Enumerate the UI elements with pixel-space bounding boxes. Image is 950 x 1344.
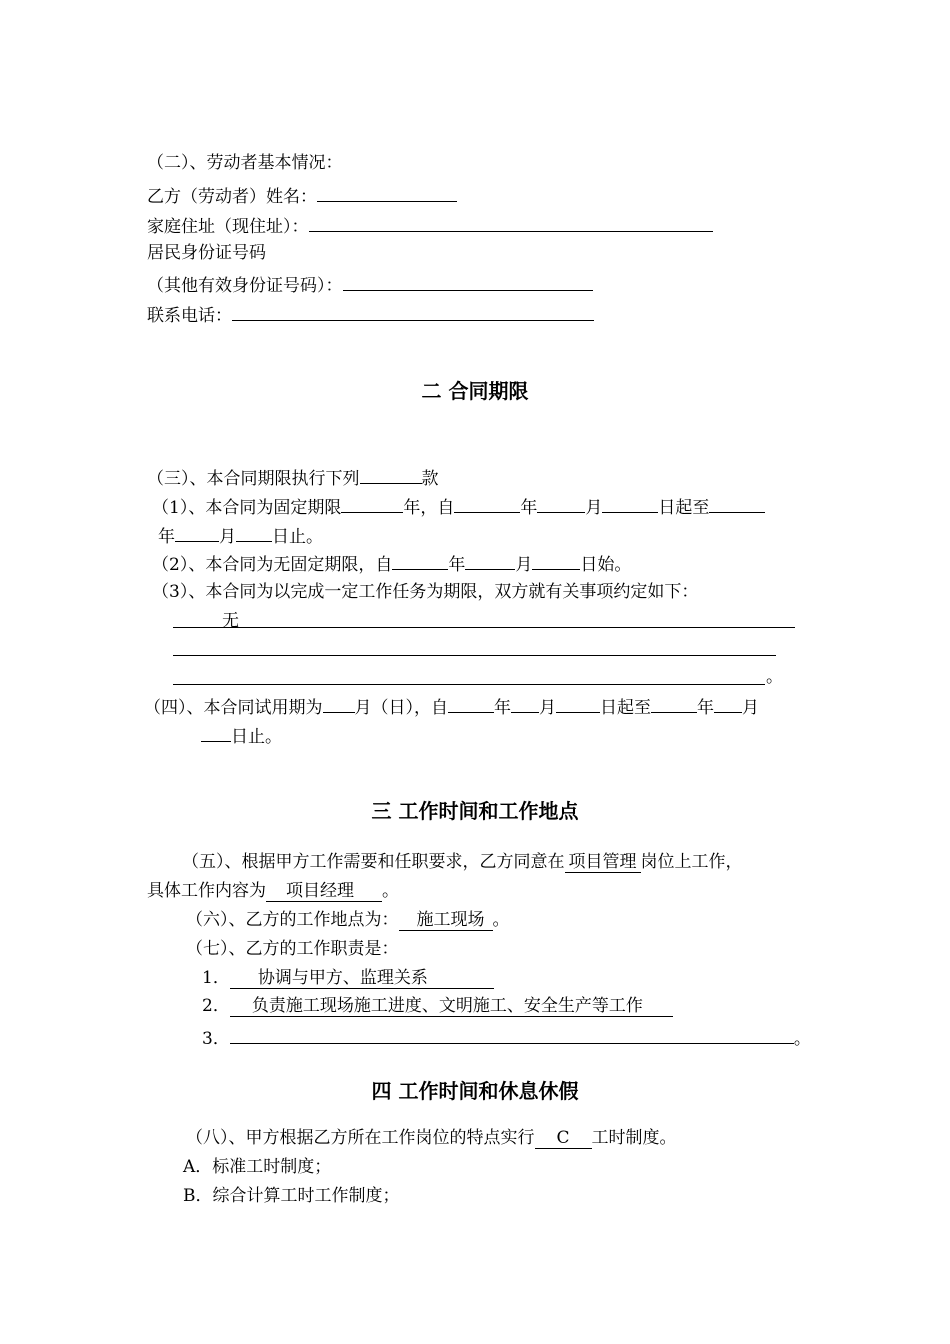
section-4-title: 四 工作时间和休息休假 — [371, 1079, 579, 1103]
probation-text-8: 日止。 — [231, 727, 282, 747]
duty-3-row — [202, 1024, 811, 1051]
option-a: A．标准工时制度； — [183, 1157, 332, 1177]
item-6-text-2: 。 — [492, 910, 510, 930]
system-fill[interactable]: C — [535, 1128, 592, 1149]
fixed-term-text-5: 日起至 — [658, 498, 710, 518]
probation-end-month-blank[interactable] — [714, 693, 742, 713]
fixed-term-text-3: 年 — [520, 498, 538, 518]
probation-start-day-blank[interactable] — [556, 693, 600, 713]
duty-3-blank[interactable] — [230, 1024, 794, 1044]
fixed-term-text-4: 月 — [585, 498, 603, 518]
fixed-end-month-blank[interactable] — [175, 522, 219, 542]
item-3-suffix: 款 — [421, 469, 439, 489]
probation-end-day-blank[interactable] — [201, 722, 231, 742]
open-term-text-1: （2）、本合同为无固定期限，自 — [152, 555, 393, 575]
open-term-text-2: 年 — [448, 555, 466, 575]
item-5-text-4: 。 — [382, 881, 399, 901]
section-2-title: 二 合同期限 — [421, 379, 529, 403]
fixed-end-year-blank[interactable] — [709, 493, 765, 513]
fixed-term-text-1: （1）、本合同为固定期限 — [152, 498, 342, 518]
name-label: 乙方（劳动者）姓名： — [147, 187, 317, 207]
item-8-text-2: 工时制度。 — [591, 1128, 677, 1148]
section-3-title: 三 工作时间和工作地点 — [371, 799, 579, 823]
id-row — [147, 271, 593, 298]
option-b: B．综合计算工时工作制度； — [183, 1186, 400, 1206]
item-6-text-1: （六）、乙方的工作地点为： — [186, 910, 399, 930]
duty-1-number: 1． — [202, 968, 230, 988]
position-fill[interactable]: 项目管理 — [565, 852, 641, 873]
task-line-1[interactable] — [173, 627, 795, 628]
address-blank[interactable] — [309, 212, 713, 232]
probation-text-1: （四）、本合同试用期为 — [144, 698, 323, 718]
item-5-text-2: 岗位上工作， — [640, 852, 743, 872]
task-period: 。 — [766, 667, 783, 687]
probation-start-month-blank[interactable] — [511, 693, 539, 713]
fixed-term-row — [152, 493, 765, 520]
task-fill-text: 无 — [222, 611, 239, 631]
item-5-row-2 — [147, 879, 399, 903]
fixed-start-month-blank[interactable] — [537, 493, 585, 513]
fixed-term-text-8: 日止。 — [272, 527, 323, 547]
duty-2-number: 2． — [202, 996, 230, 1016]
probation-text-2: 月（日），自 — [354, 698, 448, 718]
duty-3-period: 。 — [793, 1029, 811, 1049]
item-6-row — [186, 908, 510, 932]
open-day-blank[interactable] — [532, 550, 580, 570]
task-line-3[interactable] — [173, 684, 765, 685]
fixed-end-day-blank[interactable] — [236, 522, 272, 542]
name-row — [147, 182, 457, 209]
duty-2-fill[interactable]: 负责施工现场施工进度、文明施工、安全生产等工作 — [230, 996, 673, 1017]
probation-text-3: 年 — [494, 698, 511, 718]
probation-row — [144, 693, 759, 720]
basic-info-heading: （二）、劳动者基本情况： — [147, 153, 343, 173]
fixed-start-year-blank[interactable] — [454, 493, 520, 513]
task-term-text: （3）、本合同为以完成一定工作任务为期限，双方就有关事项约定如下： — [152, 582, 699, 602]
address-row — [147, 212, 713, 239]
probation-text-7: 月 — [742, 698, 759, 718]
name-blank[interactable] — [317, 182, 457, 202]
open-year-blank[interactable] — [392, 550, 448, 570]
location-fill[interactable]: 施工现场 — [399, 910, 493, 931]
item-3-blank[interactable] — [360, 464, 422, 484]
content-fill[interactable]: 项目经理 — [266, 881, 382, 902]
probation-months-blank[interactable] — [323, 693, 355, 713]
address-label: 家庭住址（现住址）： — [147, 217, 309, 237]
item-5-row — [182, 850, 743, 874]
fixed-term-row-2 — [158, 522, 323, 549]
phone-blank[interactable] — [232, 301, 594, 321]
item-5-text-1: （五）、根据甲方工作需要和任职要求，乙方同意在 — [182, 852, 565, 872]
open-term-text-3: 月 — [515, 555, 533, 575]
duty-1-row — [202, 966, 494, 990]
probation-start-year-blank[interactable] — [448, 693, 494, 713]
probation-text-4: 月 — [539, 698, 556, 718]
id-label-2: （其他有效身份证号码）： — [147, 276, 343, 296]
duty-3-number: 3． — [202, 1029, 230, 1049]
item-3-row — [147, 464, 439, 491]
open-term-text-4: 日始。 — [580, 555, 632, 575]
probation-row-2 — [201, 722, 282, 749]
open-month-blank[interactable] — [465, 550, 515, 570]
task-line-2[interactable] — [173, 655, 776, 656]
phone-row — [147, 301, 594, 328]
probation-text-5: 日起至 — [600, 698, 651, 718]
fixed-term-text-2: 年，自 — [403, 498, 455, 518]
probation-text-6: 年 — [697, 698, 714, 718]
duty-2-row — [202, 994, 673, 1018]
fixed-start-day-blank[interactable] — [602, 493, 658, 513]
probation-end-year-blank[interactable] — [651, 693, 697, 713]
duty-1-fill[interactable]: 协调与甲方、监理关系 — [230, 968, 494, 989]
item-8-text-1: （八）、甲方根据乙方所在工作岗位的特点实行 — [186, 1128, 535, 1148]
fixed-years-blank[interactable] — [341, 493, 403, 513]
id-blank[interactable] — [343, 271, 593, 291]
fixed-term-text-6: 年 — [158, 527, 175, 547]
item-8-row — [186, 1126, 677, 1150]
id-label-1: 居民身份证号码 — [147, 243, 266, 263]
open-term-row — [152, 550, 631, 577]
phone-label: 联系电话： — [147, 306, 232, 326]
fixed-term-text-7: 月 — [219, 527, 236, 547]
item-7-text: （七）、乙方的工作职责是： — [186, 939, 399, 959]
item-3-prefix: （三）、本合同期限执行下列 — [147, 469, 360, 489]
item-5-text-3: 具体工作内容为 — [147, 881, 266, 901]
